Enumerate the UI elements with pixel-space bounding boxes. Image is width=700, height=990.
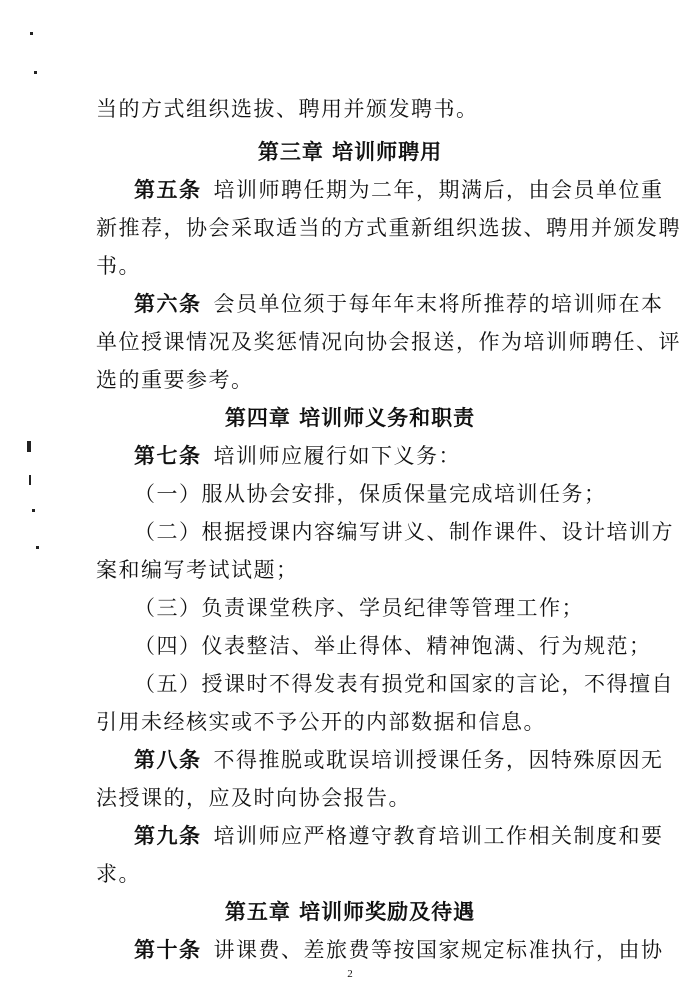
- article-text: 讲课费、差旅费等按国家规定标准执行，由协: [213, 938, 664, 962]
- list-item: （三）负责课堂秩序、学员纪律等管理工作；: [134, 596, 584, 620]
- scan-mark: [34, 71, 37, 74]
- list-item: （二）根据授课内容编写讲义、制作课件、设计培训方: [134, 520, 674, 544]
- scan-mark: [29, 475, 31, 485]
- article-label: 第五条: [134, 177, 202, 202]
- article-line: [134, 822, 664, 850]
- article-label: 第九条: [134, 823, 202, 848]
- article-label: 第八条: [134, 747, 202, 772]
- chapter-heading: 第四章 培训师义务和职责: [224, 405, 476, 430]
- chapter-heading: 第五章 培训师奖励及待遇: [224, 899, 476, 924]
- scan-mark: [32, 509, 35, 512]
- paragraph-line: 选的重要参考。: [96, 368, 254, 392]
- list-item: （五）授课时不得发表有损党和国家的言论，不得擅自: [134, 672, 674, 696]
- paragraph-line: 引用未经核实或不予公开的内部数据和信息。: [96, 710, 546, 734]
- article-line: [134, 176, 664, 204]
- page-number: 2: [347, 968, 353, 980]
- article-line: [134, 936, 664, 964]
- article-text: 培训师应严格遵守教育培训工作相关制度和要: [213, 824, 664, 848]
- paragraph-line: 当的方式组织选拔、聘用并颁发聘书。: [96, 97, 479, 121]
- article-text: 培训师聘任期为二年，期满后，由会员单位重: [213, 178, 664, 202]
- article-label: 第六条: [134, 291, 202, 316]
- paragraph-line: 案和编写考试试题；: [96, 558, 299, 582]
- paragraph-line: 求。: [96, 862, 141, 886]
- list-item: （一）服从协会安排，保质保量完成培训任务；: [134, 482, 607, 506]
- article-line: [134, 442, 634, 470]
- article-line: [134, 746, 664, 774]
- article-line: [134, 290, 664, 318]
- paragraph-line: 书。: [96, 254, 141, 278]
- article-text: 不得推脱或耽误培训授课任务，因特殊原因无: [213, 748, 664, 772]
- article-label: 第七条: [134, 443, 202, 468]
- chapter-heading: 第三章 培训师聘用: [257, 139, 443, 164]
- list-item: （四）仪表整洁、举止得体、精神饱满、行为规范；: [134, 634, 652, 658]
- paragraph-line: 法授课的，应及时向协会报告。: [96, 786, 411, 810]
- scan-mark: [27, 441, 31, 452]
- paragraph-line: 单位授课情况及奖惩情况向协会报送，作为培训师聘任、评: [96, 330, 681, 354]
- article-text: 会员单位须于每年年末将所推荐的培训师在本: [213, 292, 664, 316]
- article-label: 第十条: [134, 937, 202, 962]
- scan-mark: [36, 546, 39, 549]
- paragraph-line: 新推荐，协会采取适当的方式重新组织选拔、聘用并颁发聘: [96, 216, 681, 240]
- scan-mark: [30, 32, 33, 35]
- article-text: 培训师应履行如下义务：: [213, 444, 461, 468]
